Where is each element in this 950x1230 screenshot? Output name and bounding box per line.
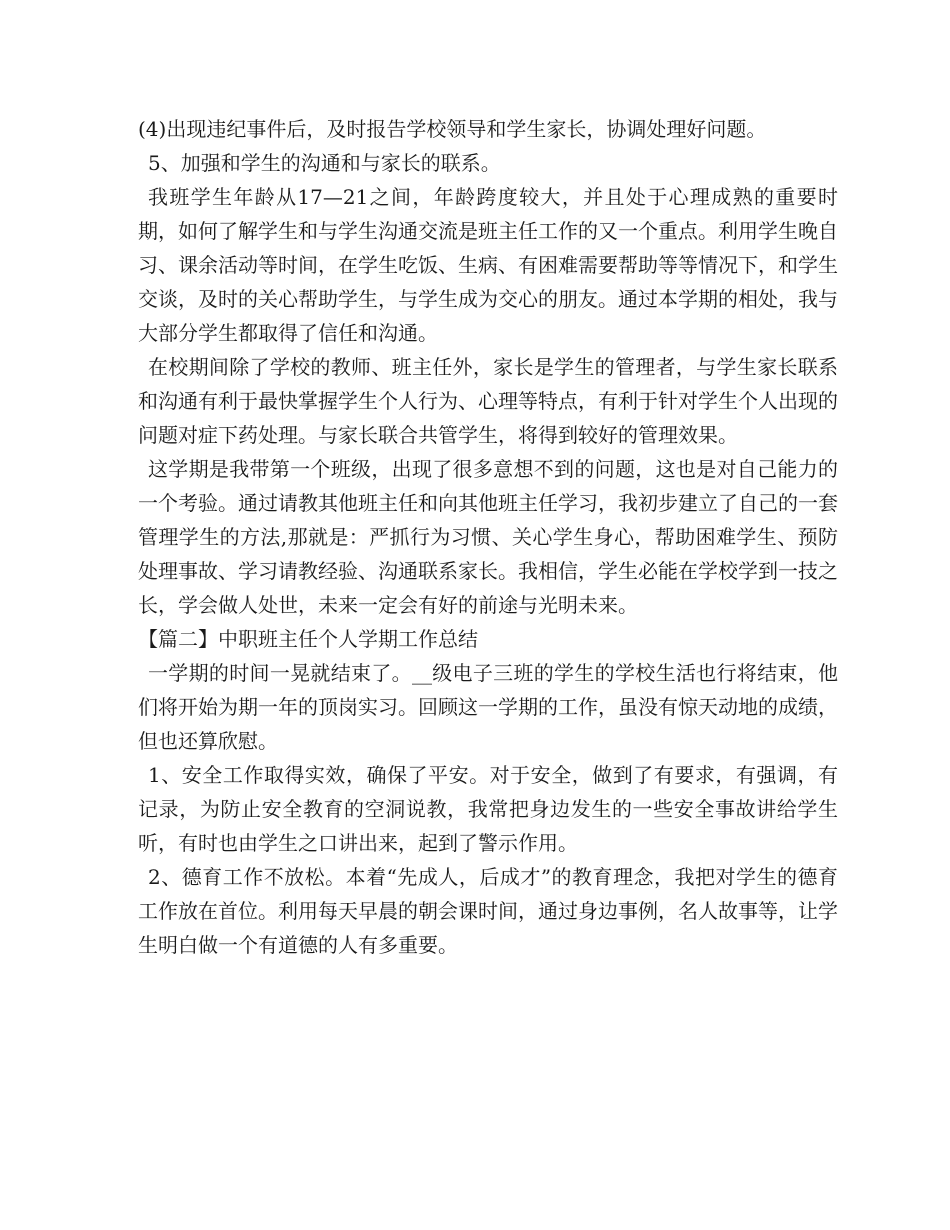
- section-title-part-two: 【篇二】中职班主任个人学期工作总结: [138, 627, 478, 651]
- document-body: [138, 112, 838, 962]
- paragraph-heading-communication: 5、加强和学生的沟通和与家长的联系。: [148, 151, 501, 175]
- paragraph-handle-violations: (4)出现违纪事件后，及时报告学校领导和学生家长，协调处理好问题。: [138, 117, 767, 141]
- paragraph-parent-contact: 在校期间除了学校的教师、班主任外，家长是学生的管理者，与学生家长联系和沟通有利于最快掌握学生个人行为、心理等特点，有利于针对学生个人出现的问题对症下药处理。与家长联合共管学生，将得到较好的管理效果。: [138, 355, 838, 447]
- paragraph-student-age: 我班学生年龄从17—21之间，年龄跨度较大，并且处于心理成熟的重要时期，如何了解学生和与学生沟通交流是班主任工作的又一个重点。利用学生晚自习、课余活动等时间，在学生吃饭、生病、有困难需要帮助等等情况下，和学生交谈，及时的关心帮助学生，与学生成为交心的朋友。通过本学期的相处，我与大部分学生都取得了信任和沟通。: [138, 185, 838, 345]
- paragraph-first-class: 这学期是我带第一个班级，出现了很多意想不到的问题，这也是对自己能力的一个考验。通过请教其他班主任和向其他班主任学习，我初步建立了自己的一套管理学生的方法,那就是：严抓行为习惯、关心学生身心，帮助困难学生、预防处理事故、学习请教经验、沟通联系家长。我相信，学生必能在学校学到一技之长，学会做人处世，未来一定会有好的前途与光明未来。: [138, 457, 838, 617]
- paragraph-safety-work: 1、安全工作取得实效，确保了平安。对于安全，做到了有要求，有强调，有记录，为防止安全教育的空洞说教，我常把身边发生的一些安全事故讲给学生听，有时也由学生之口讲出来，起到了警示作用。: [138, 763, 838, 855]
- paragraph-semester-end: 一学期的时间一晃就结束了。__级电子三班的学生的学校生活也行将结束，他们将开始为期一年的顶岗实习。回顾这一学期的工作，虽没有惊天动地的成绩，但也还算欣慰。: [138, 661, 838, 753]
- paragraph-moral-education: 2、德育工作不放松。本着“先成人，后成才”的教育理念，我把对学生的德育工作放在首位。利用每天早晨的朝会课时间，通过身边事例，名人故事等，让学生明白做一个有道德的人有多重要。: [138, 865, 838, 957]
